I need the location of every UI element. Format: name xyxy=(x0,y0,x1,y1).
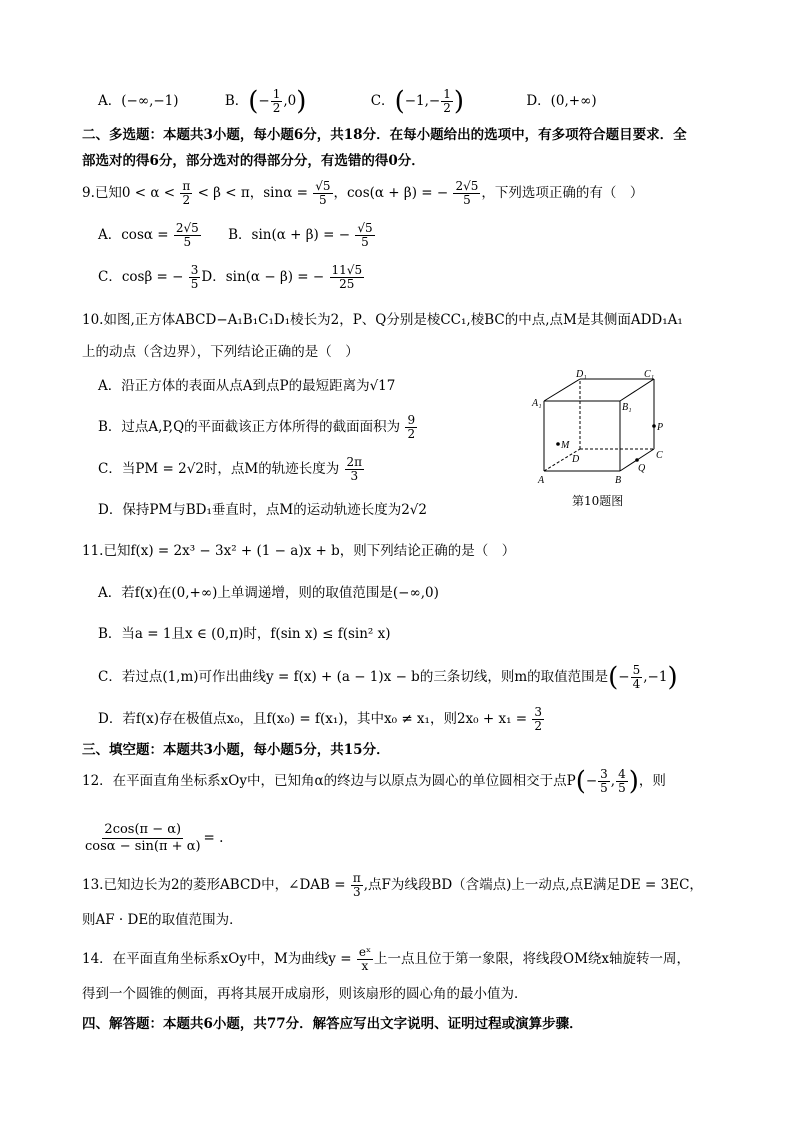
frac-num: 5 xyxy=(632,663,641,677)
section4-heading: 四、解答题：本题共6小题，共77分．解答应写出文字说明、证明过程或演算步骤． xyxy=(82,1016,583,1032)
q14-stem-post: 上一点且位于第一象限，将线段OM绕x轴旋转一周， xyxy=(374,951,691,967)
q13-stem-pre: 13.已知边长为2的菱形ABCD中，∠DAB = xyxy=(82,877,346,893)
q8-b-frac xyxy=(271,88,283,115)
frac-num: 2π xyxy=(346,455,363,469)
frac-den: 2 xyxy=(407,427,416,441)
q11-option-d-text: D．若f(x)存在极值点x₀，且f(x₀) = f(x₁)，其中x₀ ≠ x₁，则2x₀ + x₁ = xyxy=(98,711,528,727)
frac-den: 2 xyxy=(272,101,281,115)
frac-den: 5 xyxy=(463,193,471,207)
q9-options-cd xyxy=(98,264,365,291)
q11-option-c: C．若过点(1,m)可作出曲线y = f(x) + (a − 1)x − b的三条切线，则m的取值范围是(− $\frac{5}{4}$ ,−1) xyxy=(98,662,678,693)
label-q: Q xyxy=(638,463,646,474)
frac-num: 2√5 xyxy=(455,179,479,193)
q14-stem-pre: 14．在平面直角坐标系xOy中，M为曲线y = xyxy=(82,951,352,967)
frac-num: 4 xyxy=(618,767,626,781)
label-a1: A₁ xyxy=(532,398,542,409)
q8-option-c-mid: −1,− xyxy=(404,93,441,109)
point-p xyxy=(652,424,656,428)
point-m xyxy=(556,442,560,446)
q12-p-frac2 xyxy=(616,768,628,795)
frac-den: 2 xyxy=(443,101,451,115)
q11-option-a: A．若f(x)在(0,+∞)上单调递增，则的取值范围是(−∞,0) xyxy=(98,585,439,601)
q9-s5-frac xyxy=(313,180,332,207)
q10-stem-line2: 上的动点（含边界），下列结论正确的是（ ） xyxy=(82,344,359,360)
point-q xyxy=(635,458,639,462)
frac-den: 25 xyxy=(339,277,355,291)
frac-num: √5 xyxy=(315,179,331,193)
q14-line2: 得到一个圆锥的侧面，再将其展开成扇形，则该扇形的圆心角的最小值为． xyxy=(82,986,528,1002)
q11-c-post: ,−1 xyxy=(643,669,668,685)
label-d1: D₁ xyxy=(576,369,587,380)
q12-expr-frac xyxy=(83,822,203,855)
q11-d-frac xyxy=(532,706,544,733)
frac-den: 5 xyxy=(319,193,327,207)
q8-option-b-pre: B． xyxy=(224,93,249,109)
q8-option-c: C．(−1,− $\frac{1}{2}$ ) xyxy=(370,86,465,117)
frac-num: π xyxy=(352,871,361,885)
q12-stem-pre: 12．在平面直角坐标系xOy中，已知角α的终边与以原点为圆心的单位圆相交于点P xyxy=(82,773,576,789)
frac-den: 2 xyxy=(182,193,191,207)
edge-a1-d1 xyxy=(544,379,580,401)
q9-a-frac xyxy=(174,222,201,249)
frac-num: 3 xyxy=(600,767,608,781)
section2-line2: 部选对的得6分，部分选对的得部分分，有选错的得0分． xyxy=(82,153,425,169)
label-p: P xyxy=(657,422,664,433)
q9-option-b: B．sin(α + β) = − xyxy=(228,227,351,243)
q12-stem: 12．在平面直角坐标系xOy中，已知角α的终边与以原点为圆心的单位圆相交于点P(− $\frac{3}{5}$ , $\frac{4}{5}$ )，则 xyxy=(82,766,666,797)
q13-stem-post: ,点F为线段BD（含端点)上一动点,点E满足DE = 3EC， xyxy=(363,877,703,893)
q9-stem-pre: 9.已知0 < α < xyxy=(82,185,176,201)
frac-num: 3 xyxy=(534,705,543,719)
frac-den: 5 xyxy=(600,781,608,795)
figure-caption: 第10题图 xyxy=(572,494,624,508)
q10-option-b-text: B．过点A,P,Q的平面截该正方体所得的截面面积为 xyxy=(98,419,401,435)
q10-option-b xyxy=(98,414,418,441)
q10-option-a: A．沿正方体的表面从点A到点P的最短距离为√17 xyxy=(98,378,396,394)
section2-line1: 二、多选题：本题共3小题，每小题6分，共18分．在每小题给出的选项中，有多项符合题目要求．全 xyxy=(82,127,687,143)
q13-line2: 则AF · DE的取值范围为． xyxy=(82,912,243,928)
q8-option-b-post: ,0 xyxy=(283,93,297,109)
q9-stem xyxy=(82,180,643,207)
q9-t5-frac xyxy=(453,180,480,207)
q9-d-frac xyxy=(330,264,365,291)
q9-c-frac xyxy=(189,264,201,291)
cube-figure xyxy=(528,368,668,486)
q8-option-c-pre: C． xyxy=(370,93,395,109)
q8-options xyxy=(98,88,597,115)
frac-den: 5 xyxy=(618,781,626,795)
q9-b-frac xyxy=(355,222,374,249)
q9-options-ab xyxy=(98,222,376,249)
frac-den: 5 xyxy=(361,235,369,249)
label-b1: B₁ xyxy=(622,402,632,413)
q9-stem-mid: < β < π，sinα = xyxy=(197,185,308,201)
label-d: D xyxy=(572,454,580,465)
frac-num: 2√5 xyxy=(175,221,199,235)
frac-den: cosα − sin(π + α) xyxy=(85,839,201,854)
frac-num: 1 xyxy=(443,87,451,101)
q9-option-c: C．cosβ = − xyxy=(98,269,184,285)
q12-stem-post: ，则 xyxy=(638,773,666,789)
frac-den: 3 xyxy=(350,469,359,483)
frac-num: 2cos(π − α) xyxy=(104,822,182,837)
q14-stem xyxy=(82,946,690,973)
q8-option-b: B．(− $\frac{1}{2}$ ,0) xyxy=(224,86,307,117)
frac-den: 4 xyxy=(632,677,641,691)
frac-num: 9 xyxy=(407,413,416,427)
q10-option-c-text: C．当PM = 2√2时，点M的轨迹长度为 xyxy=(98,461,340,477)
label-c: C xyxy=(656,450,663,461)
frac-num: 3 xyxy=(190,263,199,277)
q9-pi-frac xyxy=(180,180,192,207)
q12-expression xyxy=(82,822,223,855)
q8-option-a: A．(−∞,−1) xyxy=(98,93,179,109)
q10-option-d: D．保持PM与BD₁垂直时，点M的运动轨迹长度为2√2 xyxy=(98,502,427,518)
q9-stem-mid2: ，cos(α + β) = − xyxy=(333,185,449,201)
frac-num: 11√5 xyxy=(331,263,363,277)
q12-expr-post: = . xyxy=(203,830,224,846)
q8-c-frac xyxy=(441,88,453,115)
edge-b1-c1 xyxy=(620,379,654,401)
q10-stem-line1: 10.如图,正方体ABCD−A₁B₁C₁D₁棱长为2，P、Q分别是棱CC₁,棱BC的中点,点M是其侧面ADD₁A₁ xyxy=(82,312,683,328)
label-b: B xyxy=(615,475,622,486)
q11-c-minus: − xyxy=(618,669,630,685)
q14-func-frac xyxy=(357,946,373,973)
q11-stem: 11.已知f(x) = 2x³ − 3x² + (1 − a)x + b，则下列结论正确的是（ ） xyxy=(82,543,516,559)
frac-den: x xyxy=(361,959,369,973)
q13-stem xyxy=(82,872,703,899)
q12-p-frac1 xyxy=(598,768,610,795)
section3-heading: 三、填空题：本题共3小题，每小题5分，共15分． xyxy=(82,742,390,758)
q10-c-frac xyxy=(345,456,365,483)
frac-den: 2 xyxy=(534,719,543,733)
q11-option-c-text: C．若过点(1,m)可作出曲线y = f(x) + (a − 1)x − b的三条切线，则m的取值范围是 xyxy=(98,669,609,685)
q11-option-b: B．当a = 1且x ∈ (0,π)时，f(sin x) ≤ f(sin² x) xyxy=(98,626,391,642)
frac-num: eˣ xyxy=(358,945,372,959)
frac-den: 5 xyxy=(183,235,192,249)
label-m: M xyxy=(561,440,570,451)
frac-num: 1 xyxy=(272,87,281,101)
q8-option-d: D．(0,+∞) xyxy=(526,93,597,109)
frac-num: √5 xyxy=(357,221,373,235)
q11-c-frac xyxy=(631,664,643,691)
q12-p-minus: − xyxy=(585,773,598,789)
q11-option-d xyxy=(98,706,545,733)
q10-option-c xyxy=(98,456,365,483)
q13-angle-frac xyxy=(351,872,363,899)
frac-den: 5 xyxy=(190,277,199,291)
q9-option-d: D．sin(α − β) = − xyxy=(201,269,325,285)
frac-num: π xyxy=(182,179,191,193)
q10-b-frac xyxy=(405,414,417,441)
q9-stem-post: ，下列选项正确的有（ ） xyxy=(481,185,644,201)
label-a: A xyxy=(538,475,545,486)
q9-option-a: A．cosα = xyxy=(98,227,169,243)
label-c1: C₁ xyxy=(644,369,655,380)
frac-den: 3 xyxy=(352,885,361,899)
